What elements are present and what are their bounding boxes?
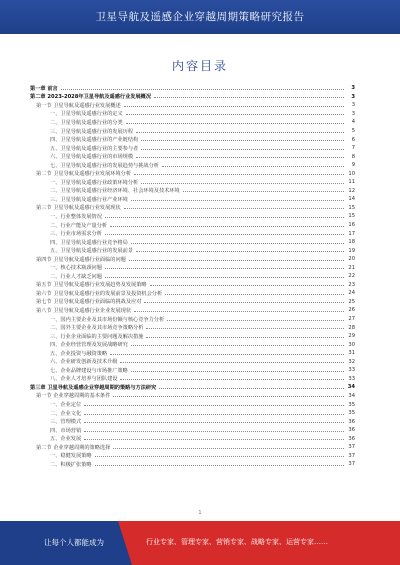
toc-entry[interactable]	[30, 375, 355, 384]
toc-entry-title: 七、卫星导航及遥感行业的发展趋势与挑战分析	[50, 162, 159, 169]
toc-entry-title: 一、行业整体发展情况	[50, 213, 102, 220]
toc-leader-dots	[105, 234, 344, 235]
toc-entry[interactable]	[30, 195, 355, 204]
toc-entry[interactable]	[30, 246, 355, 255]
toc-leader-dots	[183, 191, 344, 192]
toc-entry-page: 31	[348, 350, 355, 357]
toc-leader-dots	[120, 362, 344, 363]
toc-entry-page: 10	[348, 170, 355, 177]
toc-leader-dots	[131, 371, 344, 372]
toc-entry-title: 二、积极扩张策略	[50, 461, 92, 468]
toc-entry-page: 3	[351, 110, 355, 117]
report-header-bar	[0, 0, 400, 34]
toc-entry-page: 12	[348, 187, 355, 194]
toc-leader-dots	[144, 302, 344, 303]
toc-entry-page: 32	[348, 358, 355, 365]
toc-entry-page: 29	[348, 333, 355, 340]
toc-entry[interactable]	[30, 298, 355, 307]
toc-entry-title: 第一节 卫星导航及遥感行业发展概述	[36, 102, 121, 109]
toc-entry-title: 四、卫星导航及遥感行业的产业链结构	[50, 137, 139, 144]
toc-leader-dots	[105, 268, 344, 269]
toc-entry-title: 第二节 企业穿越周期的策略选择	[36, 444, 111, 451]
toc-entry[interactable]	[30, 144, 355, 153]
footer-slogan-left: 让每个人都能成为	[44, 538, 104, 547]
toc-leader-dots	[146, 337, 344, 338]
toc-entry-title: 二、行业人才缺乏问题	[50, 273, 102, 280]
toc-entry-title: 七、企业品牌建设与市场推广策略	[50, 367, 128, 374]
toc-entry-title: 八、企业人才培养与团队建设	[50, 376, 118, 383]
toc-entry-page: 19	[348, 247, 355, 254]
toc-entry[interactable]	[30, 255, 355, 264]
toc-leader-dots	[131, 243, 344, 244]
toc-entry-title: 三、行业市场需求分析	[50, 231, 102, 238]
toc-entry[interactable]	[30, 460, 355, 469]
toc-entry-page: 5	[351, 128, 355, 134]
toc-entry[interactable]	[30, 392, 355, 401]
toc-leader-dots	[110, 226, 344, 227]
footer-divider	[118, 521, 132, 565]
toc-leader-dots	[126, 123, 344, 124]
toc-entry[interactable]	[30, 358, 355, 367]
toc-leader-dots	[154, 97, 344, 98]
toc-entry-title: 一、核心技术瓶颈问题	[50, 265, 102, 272]
toc-leader-dots	[113, 448, 344, 449]
toc-entry-title: 一、企业定位	[50, 402, 82, 408]
toc-entry-page: 7	[351, 145, 355, 152]
toc-leader-dots	[136, 132, 344, 133]
toc-entry[interactable]	[30, 443, 355, 452]
toc-entry-page: 18	[348, 239, 355, 246]
toc-entry-page: 37	[348, 444, 355, 451]
toc-entry[interactable]	[30, 281, 355, 290]
toc-entry-title: 二、国外主要企业及其市场竞争策略分析	[50, 325, 144, 332]
toc-entry-page: 20	[348, 256, 355, 263]
toc-leader-dots	[110, 354, 344, 355]
toc-entry-page: 21	[348, 264, 355, 271]
toc-entry[interactable]	[30, 169, 355, 178]
toc-entry-page: 35	[348, 401, 355, 408]
toc-leader-dots	[146, 328, 344, 329]
toc-entry[interactable]	[30, 212, 355, 221]
toc-entry-page: 34	[347, 384, 355, 391]
toc-entry[interactable]	[30, 263, 355, 272]
toc-entry-title: 第三节 卫星导航及遥感行业发展现状	[36, 205, 121, 212]
toc-entry-title: 三、行业企业面临的主要问题及解决措施	[50, 333, 144, 340]
toc-leader-dots	[131, 345, 344, 346]
toc-entry-title: 一、卫星导航及遥感行业政策环境分析	[50, 179, 139, 186]
toc-entry-title: 二、卫星导航及遥感行业经济环境、社会环境及技术环境	[50, 188, 180, 195]
toc-entry-title: 四、卫星导航及遥感行业竞争格局	[50, 239, 128, 246]
toc-leader-dots	[136, 251, 344, 252]
toc-entry-title: 三、卫星导航及遥感行业的发展历程	[50, 128, 134, 135]
toc-leader-dots	[136, 157, 344, 158]
toc-entry-title: 第四节 卫星导航及遥感行业面临的问题	[36, 256, 126, 263]
toc-entry[interactable]	[30, 332, 355, 341]
footer-slogan-right: 行业专家、管理专家、营销专家、战略专家、运营专家……	[146, 538, 328, 546]
toc-entry-page: 16	[348, 222, 355, 229]
toc-entry-page: 22	[348, 273, 355, 280]
toc-entry-title: 二、行业产能及产量分析	[50, 222, 108, 229]
toc-entry-title: 第一章 前言	[30, 85, 58, 92]
toc-entry[interactable]	[30, 417, 355, 426]
toc-entry[interactable]	[30, 110, 355, 119]
toc-entry-page: 15	[348, 204, 355, 211]
toc-entry-page: 26	[348, 307, 355, 314]
toc-entry-page: 17	[348, 230, 355, 237]
toc-entry-page: 36	[348, 435, 355, 442]
toc-entry-title: 二、企业文化	[50, 410, 82, 417]
toc-leader-dots	[141, 149, 344, 150]
toc-entry-title: 四、企业经营管理及发展战略研究	[50, 342, 128, 349]
toc-entry[interactable]	[30, 187, 355, 196]
toc-entry-page: 28	[348, 324, 355, 331]
toc-leader-dots	[165, 294, 344, 295]
toc-entry[interactable]	[30, 349, 355, 358]
toc-entry-title: 第五节 卫星导航及遥感行业发展趋势及发展策略	[36, 282, 147, 289]
toc-entry[interactable]	[30, 118, 355, 127]
page-number: 1	[198, 510, 202, 516]
toc-entry-title: 第一节 企业穿越周期的基本条件	[36, 393, 111, 400]
toc-entry[interactable]	[30, 178, 355, 187]
toc-entry-page: 36	[348, 427, 355, 434]
toc-leader-dots	[61, 89, 344, 90]
toc-entry[interactable]	[30, 426, 355, 435]
toc-leader-dots	[141, 140, 344, 141]
toc-entry-page: 14	[348, 196, 355, 203]
toc-entry-title: 二、卫星导航及遥感行业的分类	[50, 119, 123, 126]
toc-entry-title: 第二章 2023-2028年卫星导航及遥感行业发展概况	[30, 94, 152, 101]
toc-entry-title: 一、卫星导航及遥感行业的定义	[50, 111, 123, 118]
toc-leader-dots	[134, 174, 344, 175]
toc-heading: 内容目录	[171, 59, 228, 73]
toc-entry-title: 五、卫星导航及遥感行业的发展前景	[50, 248, 134, 255]
toc-entry-page: 27	[348, 316, 355, 323]
toc-leader-dots	[84, 414, 344, 415]
toc-entry-page: 25	[348, 298, 355, 305]
toc-leader-dots	[84, 405, 344, 406]
toc-entry-page: 3	[351, 93, 355, 100]
toc-leader-dots	[124, 106, 344, 107]
toc-entry-page: 3	[351, 102, 355, 109]
toc-entry-page: 36	[348, 418, 355, 425]
toc-leader-dots	[84, 422, 344, 423]
toc-entry[interactable]	[30, 306, 355, 315]
toc-leader-dots	[162, 166, 344, 167]
toc-entry[interactable]	[30, 400, 355, 409]
toc-entry-page: 15	[348, 213, 355, 220]
toc-leader-dots	[167, 320, 344, 321]
toc-entry[interactable]	[30, 315, 355, 324]
toc-entry-page: 24	[348, 290, 355, 297]
toc-entry-title: 五、卫星导航及遥感行业的主要参与者	[50, 145, 139, 152]
toc-entry-page: 3	[351, 85, 355, 92]
toc-entry-page: 6	[351, 136, 355, 143]
toc-entry-title: 第二节 卫星导航及遥感行业发展环境分析	[36, 171, 132, 178]
toc-entry-title: 一、稳健发展策略	[50, 453, 92, 460]
toc-entry[interactable]	[30, 84, 355, 93]
toc-entry[interactable]	[30, 93, 355, 102]
toc-entry-title: 第三章 卫星导航及遥感企业穿越周期的策略与方法研究	[30, 384, 157, 391]
toc-entry[interactable]	[30, 101, 355, 110]
toc-leader-dots	[124, 208, 344, 209]
toc-entry-title: 三、管理模式	[50, 419, 82, 426]
toc-entry-page: 11	[348, 179, 355, 186]
toc-entry-page: 8	[351, 153, 355, 160]
table-of-contents	[30, 84, 355, 469]
toc-entry-title: 五、企业发展	[50, 436, 82, 443]
toc-entry-page: 37	[348, 461, 355, 468]
toc-entry-title: 第七节 卫星导航及遥感行业面临的挑战及应对	[36, 299, 142, 306]
toc-entry-title: 三、卫星导航及遥感行业产业环境	[50, 196, 128, 203]
toc-entry[interactable]	[30, 161, 355, 170]
toc-entry[interactable]	[30, 229, 355, 238]
toc-entry[interactable]	[30, 221, 355, 230]
toc-entry[interactable]	[30, 340, 355, 349]
toc-entry-page: 34	[348, 392, 355, 399]
toc-entry-title: 四、市场营销	[50, 427, 82, 434]
toc-entry-page: 4	[351, 119, 355, 126]
report-title: 卫星导航及遥感企业穿越周期策略研究报告	[95, 11, 305, 23]
toc-entry[interactable]	[30, 238, 355, 247]
toc-entry-page: 33	[348, 375, 355, 382]
toc-leader-dots	[84, 431, 344, 432]
toc-entry[interactable]	[30, 366, 355, 375]
toc-entry-page: 35	[348, 410, 355, 417]
toc-entry[interactable]	[30, 323, 355, 332]
toc-leader-dots	[105, 217, 344, 218]
toc-entry-title: 一、国内主要企业及其市场份额与核心竞争力分析	[50, 316, 165, 323]
toc-entry[interactable]	[30, 383, 355, 392]
toc-entry-title: 五、企业投资与融资策略	[50, 350, 108, 357]
toc-leader-dots	[141, 183, 344, 184]
toc-entry[interactable]	[30, 127, 355, 136]
toc-entry-title: 六、卫星导航及遥感行业的市场规模	[50, 154, 134, 161]
toc-entry-page: 9	[351, 162, 355, 169]
toc-entry[interactable]	[30, 204, 355, 213]
toc-entry-page: 33	[348, 367, 355, 374]
toc-entry-page: 23	[348, 281, 355, 288]
toc-leader-dots	[131, 200, 344, 201]
toc-leader-dots	[150, 285, 344, 286]
toc-leader-dots	[134, 311, 344, 312]
toc-leader-dots	[95, 456, 344, 457]
toc-leader-dots	[84, 439, 344, 440]
toc-leader-dots	[120, 379, 344, 380]
toc-entry[interactable]	[30, 434, 355, 443]
toc-entry-title: 六、企业研发创新及技术升级	[50, 359, 118, 366]
toc-entry-title: 第八节 卫星导航及遥感行业企业发展现状	[36, 307, 132, 314]
toc-entry[interactable]	[30, 135, 355, 144]
toc-leader-dots	[105, 277, 344, 278]
toc-entry[interactable]	[30, 289, 355, 298]
toc-entry[interactable]	[30, 152, 355, 161]
toc-leader-dots	[159, 388, 344, 389]
toc-leader-dots	[95, 465, 344, 466]
toc-entry[interactable]	[30, 409, 355, 418]
toc-leader-dots	[113, 396, 344, 397]
footer-banner	[0, 521, 400, 565]
toc-entry-page: 37	[348, 452, 355, 459]
toc-entry[interactable]	[30, 452, 355, 461]
toc-entry-page: 30	[348, 341, 355, 348]
toc-entry-title: 第六节 卫星导航及遥感行业的发展前景及投资机会分析	[36, 290, 163, 297]
toc-leader-dots	[129, 260, 344, 261]
toc-entry[interactable]	[30, 272, 355, 281]
toc-leader-dots	[126, 114, 344, 115]
